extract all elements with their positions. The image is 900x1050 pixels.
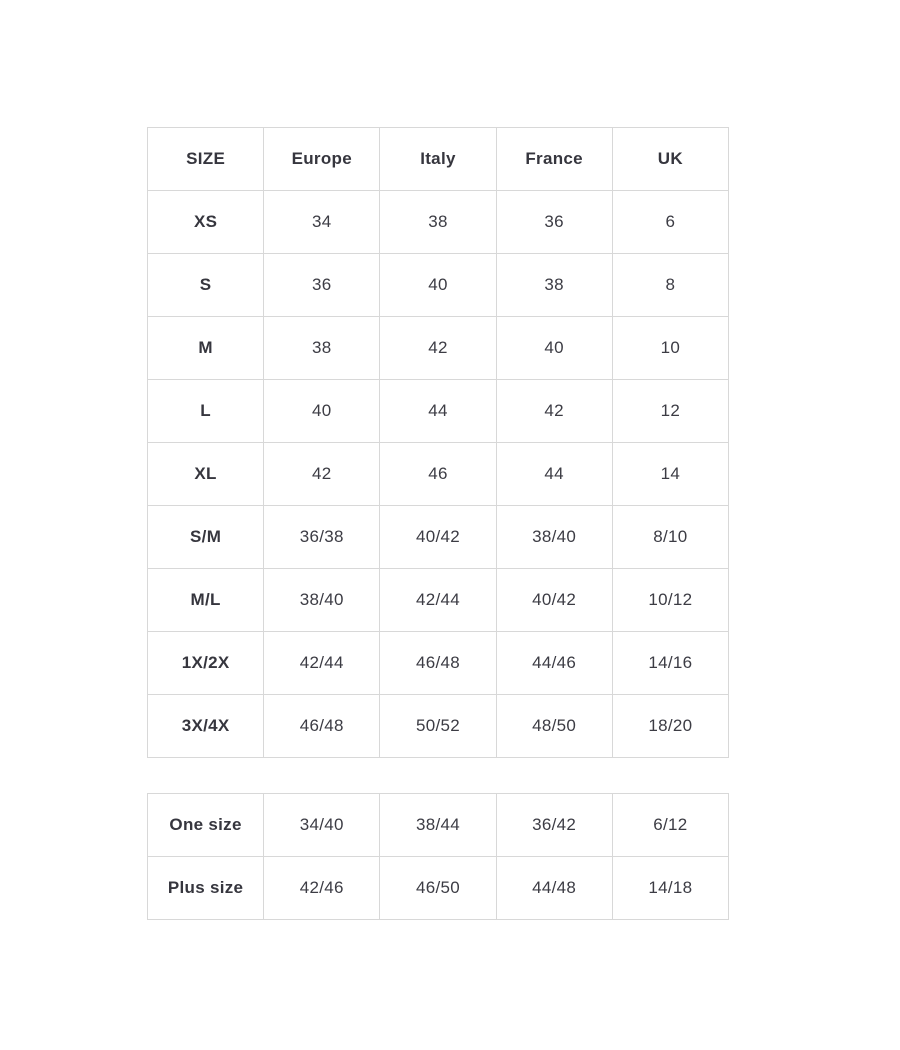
row-label: Plus size [148, 857, 264, 920]
size-value-cell: 34 [264, 191, 380, 254]
size-value-cell: 36/42 [496, 794, 612, 857]
size-value-cell: 44 [380, 380, 496, 443]
size-value-cell: 6/12 [612, 794, 728, 857]
size-chart-area [147, 127, 729, 920]
table-row [148, 317, 729, 380]
size-value-cell: 12 [612, 380, 728, 443]
size-value-cell: 38 [264, 317, 380, 380]
size-value-cell: 42 [264, 443, 380, 506]
size-value-cell: 38/44 [380, 794, 496, 857]
size-value-cell: 46/50 [380, 857, 496, 920]
size-value-cell: 40 [264, 380, 380, 443]
row-label: M [148, 317, 264, 380]
row-label: XS [148, 191, 264, 254]
size-value-cell: 40 [380, 254, 496, 317]
table-row [148, 254, 729, 317]
size-value-cell: 42 [496, 380, 612, 443]
size-value-cell: 18/20 [612, 695, 728, 758]
special-size-table [147, 793, 729, 920]
header-cell-france: France [496, 128, 612, 191]
size-value-cell: 34/40 [264, 794, 380, 857]
size-value-cell: 14/18 [612, 857, 728, 920]
table-row [148, 632, 729, 695]
row-label: M/L [148, 569, 264, 632]
table-row [148, 506, 729, 569]
table-row [148, 191, 729, 254]
header-cell-europe: Europe [264, 128, 380, 191]
size-value-cell: 42/44 [380, 569, 496, 632]
row-label: 1X/2X [148, 632, 264, 695]
row-label: One size [148, 794, 264, 857]
table-row [148, 443, 729, 506]
size-value-cell: 40 [496, 317, 612, 380]
size-value-cell: 38 [380, 191, 496, 254]
main-size-table-header [148, 128, 729, 191]
size-value-cell: 50/52 [380, 695, 496, 758]
size-value-cell: 40/42 [380, 506, 496, 569]
size-value-cell: 44/48 [496, 857, 612, 920]
size-value-cell: 38 [496, 254, 612, 317]
size-value-cell: 8 [612, 254, 728, 317]
table-row [148, 794, 729, 857]
table-gap [147, 758, 729, 793]
size-value-cell: 44/46 [496, 632, 612, 695]
size-value-cell: 38/40 [496, 506, 612, 569]
table-row [148, 569, 729, 632]
main-size-table-body [148, 191, 729, 758]
size-value-cell: 6 [612, 191, 728, 254]
header-cell-italy: Italy [380, 128, 496, 191]
header-row [148, 128, 729, 191]
special-size-table-body [148, 794, 729, 920]
row-label: S [148, 254, 264, 317]
size-value-cell: 42/44 [264, 632, 380, 695]
size-value-cell: 10/12 [612, 569, 728, 632]
size-value-cell: 14/16 [612, 632, 728, 695]
row-label: XL [148, 443, 264, 506]
row-label: S/M [148, 506, 264, 569]
size-value-cell: 40/42 [496, 569, 612, 632]
size-value-cell: 44 [496, 443, 612, 506]
size-value-cell: 46/48 [380, 632, 496, 695]
row-label: 3X/4X [148, 695, 264, 758]
size-value-cell: 42/46 [264, 857, 380, 920]
size-value-cell: 36/38 [264, 506, 380, 569]
row-label: L [148, 380, 264, 443]
table-row [148, 695, 729, 758]
main-size-table [147, 127, 729, 758]
size-value-cell: 38/40 [264, 569, 380, 632]
size-value-cell: 10 [612, 317, 728, 380]
size-value-cell: 46 [380, 443, 496, 506]
size-value-cell: 36 [496, 191, 612, 254]
size-value-cell: 42 [380, 317, 496, 380]
size-value-cell: 14 [612, 443, 728, 506]
size-value-cell: 46/48 [264, 695, 380, 758]
size-value-cell: 48/50 [496, 695, 612, 758]
table-row [148, 857, 729, 920]
table-row [148, 380, 729, 443]
size-value-cell: 36 [264, 254, 380, 317]
size-value-cell: 8/10 [612, 506, 728, 569]
header-cell-size: SIZE [148, 128, 264, 191]
header-cell-uk: UK [612, 128, 728, 191]
